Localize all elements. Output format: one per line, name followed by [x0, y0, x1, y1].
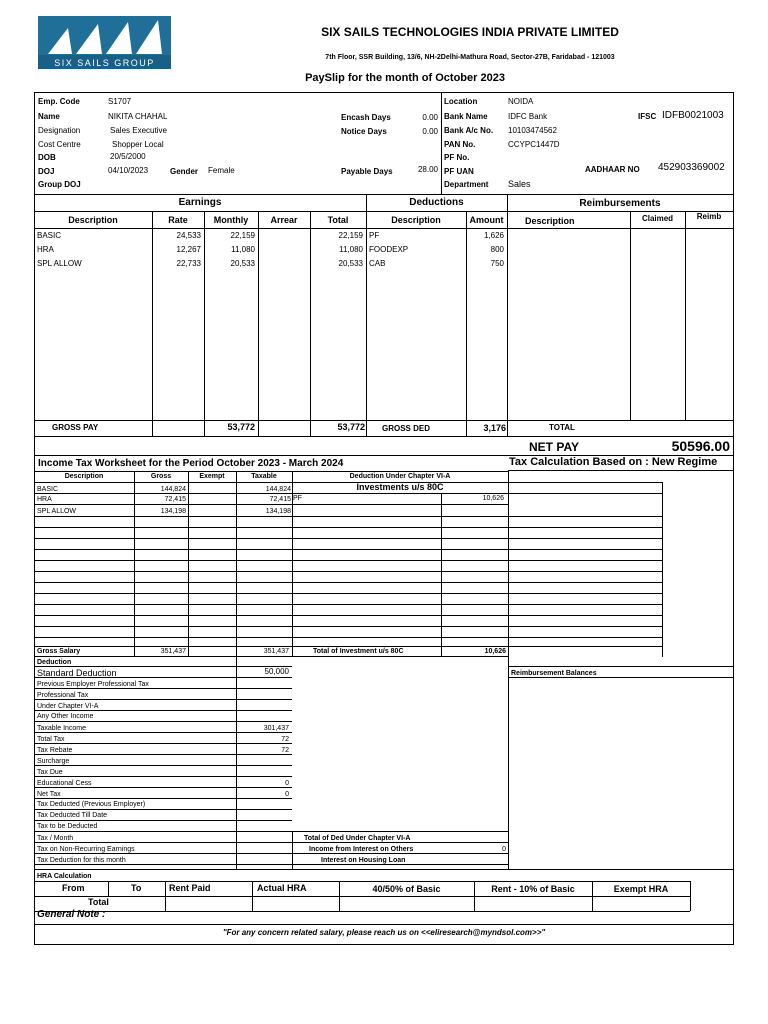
earning-total: 20,533: [338, 259, 363, 268]
notice-days: 0.00: [422, 127, 438, 136]
tax-this-month-label: Tax Deduction for this month: [37, 857, 126, 864]
worksheet-title: Income Tax Worksheet for the Period October 2023 - March 2024: [38, 458, 344, 469]
tax-regime: Tax Calculation Based on : New Regime: [509, 456, 718, 468]
company-name: SIX SAILS TECHNOLOGIES INDIA PRIVATE LIMITED: [321, 25, 619, 39]
tax-to-deduct-label: Tax to be Deducted: [37, 823, 98, 830]
hra-total-label: Total: [88, 897, 109, 907]
hra-rent-basic-header: Rent - 10% of Basic: [491, 884, 575, 894]
earning-desc: BASIC: [37, 231, 62, 240]
hra-exempt-header: Exempt HRA: [613, 884, 669, 894]
amount-header: Amount: [469, 215, 504, 225]
ifsc-label: IFSC: [638, 112, 657, 121]
hra-basic-pct-header: 40/50% of Basic: [372, 884, 441, 894]
tax-nonrec-label: Tax on Non-Recurring Earnings: [37, 846, 135, 853]
taxable-income-label: Taxable Income: [37, 725, 87, 732]
department-label: Department: [444, 180, 489, 189]
std-ded-label: Standard Deduction: [37, 668, 117, 678]
dob: 20/5/2000: [110, 152, 146, 161]
sails-icon: [38, 16, 171, 56]
edu-cess-label: Educational Cess: [37, 780, 92, 787]
edu-cess: 0: [285, 780, 289, 787]
investments-header: Investments u/s 80C: [356, 482, 444, 492]
inv-pf: 10,626: [482, 495, 504, 502]
earning-rate: 22,733: [176, 259, 201, 268]
payslip-title: PaySlip for the month of October 2023: [305, 72, 505, 84]
notice-days-label: Notice Days: [341, 127, 387, 136]
department: Sales: [508, 179, 531, 189]
tax-row-taxable: 72,415: [269, 496, 291, 503]
tax-due-label: Tax Due: [37, 769, 63, 776]
reimb-balances-label: Reimbursement Balances: [511, 670, 597, 677]
aadhaar-label: AADHAAR NO: [585, 165, 640, 174]
tax-gross-header: Gross: [150, 473, 172, 480]
deduction-amount: 1,626: [483, 231, 504, 240]
deduction-desc: CAB: [369, 259, 386, 268]
earning-total: 22,159: [338, 231, 363, 240]
doj: 04/10/2023: [108, 166, 149, 175]
tax-exempt-header: Exempt: [199, 473, 225, 480]
total-tax-label: Total Tax: [37, 736, 65, 743]
deduction-label: Deduction: [37, 659, 72, 666]
deductions-title: Deductions: [409, 197, 464, 208]
encash-days-label: Encash Days: [341, 113, 391, 122]
location: NOIDA: [508, 97, 534, 106]
reimb-total-label: TOTAL: [549, 423, 575, 432]
other-income-label: Any Other Income: [37, 713, 94, 720]
tax-desc-header: Description: [64, 473, 104, 480]
total-tax: 72: [281, 736, 289, 743]
deduction-amount: 800: [490, 245, 504, 254]
hra-title: HRA Calculation: [37, 873, 92, 880]
tax-prev-emp-label: Tax Deducted (Previous Employer): [37, 801, 146, 808]
pt-label: Professional Tax: [37, 692, 89, 699]
tax-taxable-header: Taxable: [251, 473, 277, 480]
designation-label: Designation: [38, 126, 81, 135]
gender: Female: [208, 166, 235, 175]
total-header: Total: [327, 215, 349, 225]
aadhaar: 452903369002: [658, 162, 725, 173]
chapter-via-label: Under Chapter VI-A: [37, 703, 99, 710]
tax-till-date-label: Tax Deducted Till Date: [37, 812, 108, 819]
tax-row-desc: SPL ALLOW: [37, 508, 77, 515]
earning-desc: SPL ALLOW: [37, 259, 82, 268]
concern-note: "For any concern related salary, please reach us on <<eliresearch@myndsol.com>>": [222, 928, 546, 937]
pan: CCYPC1447D: [508, 140, 560, 149]
tax-row-taxable: 134,198: [265, 508, 291, 515]
gross-ded: 3,176: [483, 423, 506, 433]
prev-emp-pt-label: Previous Employer Professional Tax: [37, 681, 149, 688]
general-note-label: General Note :: [37, 909, 106, 920]
total-inv-label: Total of Investment u/s 80C: [313, 648, 404, 655]
inv-pf-label: PF: [293, 495, 302, 502]
name-label: Name: [38, 112, 60, 121]
rate-header: Rate: [168, 215, 188, 225]
tax-month-label: Tax / Month: [37, 835, 74, 842]
tax-row-gross: 134,198: [160, 508, 186, 515]
deduction-desc: FOODEXP: [369, 245, 409, 254]
surcharge-label: Surcharge: [37, 758, 70, 765]
gross-total: 53,772: [337, 422, 365, 432]
hra-actual-header: Actual HRA: [257, 883, 307, 893]
pan-label: PAN No.: [444, 140, 476, 149]
company-address: 7th Floor, SSR Building, 13/6, NH-2Delhi-Mathura Road, Sector-27B, Faridabad - 121003: [325, 54, 615, 61]
encash-days: 0.00: [422, 113, 438, 122]
cost-centre-label: Cost Centre: [38, 140, 81, 149]
logo-text: SIX SAILS GROUP: [54, 58, 155, 68]
tax-row-desc: HRA: [37, 496, 52, 503]
net-tax: 0: [285, 791, 289, 798]
payable-days-label: Payable Days: [341, 167, 393, 176]
total-inv: 10,626: [484, 648, 506, 655]
tax-rebate: 72: [281, 747, 289, 754]
company-logo: [38, 16, 171, 69]
gender-label: Gender: [170, 167, 199, 176]
gross-salary: 351,437: [160, 648, 186, 655]
earning-total: 11,080: [339, 245, 363, 254]
earning-monthly: 22,159: [230, 231, 255, 240]
deduction-desc: PF: [369, 231, 380, 240]
emp-code: S1707: [108, 97, 132, 106]
location-label: Location: [444, 97, 478, 106]
ifsc: IDFB0021003: [662, 110, 724, 121]
hra-to-header: To: [131, 883, 142, 893]
earning-rate: 12,267: [176, 245, 201, 254]
reimb-header: Reimb: [696, 212, 722, 221]
taxable-income: 301,437: [263, 725, 289, 732]
net-pay-label: NET PAY: [529, 440, 580, 454]
earnings-title: Earnings: [178, 197, 222, 208]
earn-desc-header: Description: [68, 215, 118, 225]
hra-from-header: From: [62, 883, 85, 893]
doj-label: DOJ: [38, 167, 55, 176]
net-tax-label: Net Tax: [37, 791, 61, 798]
net-pay: 50596.00: [671, 438, 730, 454]
pf-no-label: PF No.: [444, 153, 470, 162]
tax-rebate-label: Tax Rebate: [37, 747, 73, 754]
income-other: 0: [502, 846, 506, 853]
reimb-desc-header: Description: [525, 216, 575, 226]
tax-row-taxable: 144,824: [265, 486, 291, 493]
reimbursements-title: Reimbursements: [579, 198, 661, 209]
designation: Sales Executive: [110, 126, 167, 135]
pf-uan-label: PF UAN: [444, 167, 474, 176]
bank-ac: 10103474562: [508, 126, 557, 135]
gross-ded-label: GROSS DED: [382, 424, 431, 433]
tax-row-gross: 144,824: [160, 486, 186, 493]
group-doj-label: Group DOJ: [38, 180, 81, 189]
earning-monthly: 20,533: [230, 259, 255, 268]
dob-label: DOB: [38, 153, 56, 162]
cost-centre: Shopper Local: [112, 140, 164, 149]
std-ded: 50,000: [264, 667, 289, 676]
tax-row-desc: BASIC: [37, 486, 59, 493]
tax-row-gross: 72,415: [164, 496, 186, 503]
bank-name-label: Bank Name: [444, 112, 488, 121]
deduction-amount: 750: [490, 259, 504, 268]
chapter-via-header: Deduction Under Chapter VI-A: [349, 473, 451, 480]
earning-rate: 24,533: [176, 231, 201, 240]
interest-housing-label: Interest on Housing Loan: [321, 857, 406, 864]
total-ded-via-label: Total of Ded Under Chapter VI-A: [304, 835, 411, 842]
employee-name: NIKITA CHAHAL: [108, 112, 168, 121]
earning-monthly: 11,080: [231, 245, 255, 254]
gross-monthly: 53,772: [227, 422, 255, 432]
gross-taxable: 351,437: [263, 648, 289, 655]
monthly-header: Monthly: [213, 215, 249, 225]
bank-name: IDFC Bank: [508, 112, 548, 121]
ded-desc-header: Description: [391, 215, 441, 225]
payable-days: 28.00: [417, 165, 438, 174]
claimed-header: Claimed: [641, 214, 674, 223]
bank-ac-label: Bank A/c No.: [444, 126, 494, 135]
arrear-header: Arrear: [270, 215, 298, 225]
income-other-label: Income from Interest on Others: [309, 846, 414, 853]
hra-rent-paid-header: Rent Paid: [169, 883, 211, 893]
emp-code-label: Emp. Code: [38, 97, 80, 106]
earning-desc: HRA: [37, 245, 54, 254]
gross-pay-label: GROSS PAY: [52, 423, 99, 432]
gross-salary-label: Gross Salary: [37, 648, 81, 655]
